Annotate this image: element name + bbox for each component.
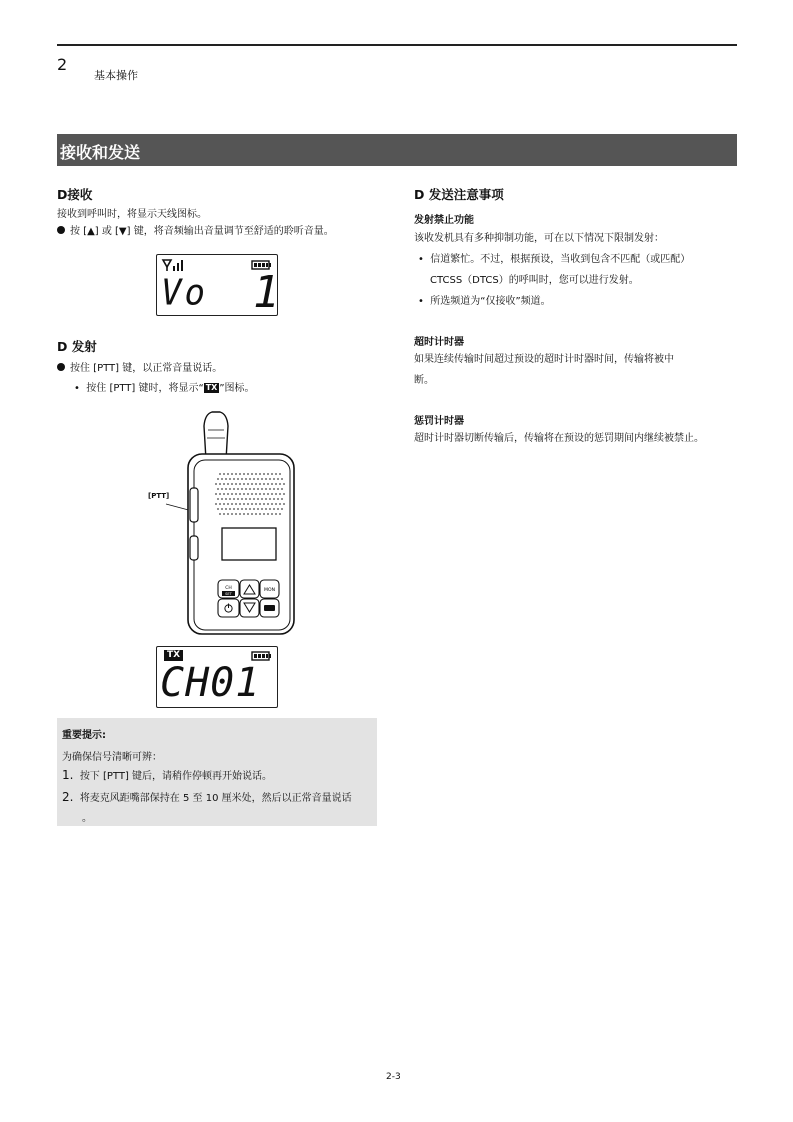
penalty-title: 惩罚计时器 [414,416,464,427]
transmit-bullet [57,362,222,376]
transmit-bullet-text: 按住 [PTT] 键，以正常音量说话。 [70,363,223,374]
svg-text:SET: SET [225,592,232,596]
penalty-text: 超时计时器切断传输后，传输将在预设的惩罚期间内继续被禁止。 [414,433,704,444]
receive-bullet [57,225,334,239]
inhibit-text: 该收发机具有多种抑制功能，可在以下情况下限制发射： [414,233,664,244]
svg-text:MON: MON [263,588,276,593]
transmit-heading: D 发射 [57,339,97,354]
sub-bullet-icon: • [418,296,431,307]
receive-text: 接收到呼叫时，将显示天线图标。 [57,209,207,220]
receive-bullet-text: 按 [▲] 或 [▼] 键，将音频输出音量调节至舒适的聆听音量。 [70,226,334,237]
inhibit-item-2-text: 所选频道为“仅接收”频道。 [430,296,551,307]
inhibit-item-1-line1: 信道繁忙。不过，根据预设，当收到包含不匹配（或匹配） [430,254,691,265]
note-item-2-tail: 。 [82,813,92,824]
inhibit-item-2 [418,295,551,309]
tot-title: 超时计时器 [414,337,464,348]
svg-text:CH: CH [225,586,232,591]
chapter-title: 基本操作 [94,69,138,82]
tot-text-line1: 如果连续传输时间超过预设的超时计时器时间，传输将被中 [414,354,674,365]
transmit-sub-text-b: ”图标。 [219,383,255,394]
inhibit-item-1 [418,253,690,267]
tx-icon: TX [205,383,218,392]
page-number: 2-3 [386,1072,401,1082]
lcd-channel-text: CH01 [160,660,261,706]
inhibit-item-1-line2: CTCSS（DTCS）的呼叫时，您可以进行发射。 [430,275,639,286]
section-title-bar [57,134,737,166]
note-item-1 [62,767,272,782]
important-note-box [57,718,377,826]
section-title: 接收和发送 [60,143,141,162]
ptt-callout-label: [PTT] [148,492,170,500]
tot-text-line2: 断。 [414,375,434,386]
inhibit-title: 发射禁止功能 [414,215,474,226]
sub-bullet-icon: • [74,383,87,394]
note-item-text: 将麦克风距嘴部保持在 5 至 10 厘米处，然后以正常音量说话 [79,793,352,804]
sub-bullet-icon: • [418,254,431,265]
note-title: 重要提示: [62,730,106,741]
transmit-lcd-display [156,646,278,708]
note-intro: 为确保信号清晰可辨： [62,752,162,763]
bullet-dot-icon [57,363,65,371]
receive-lcd-volume-value: 1 [253,267,280,318]
note-item-number: 1. [62,768,74,782]
transmit-sub-text-a: 按住 [PTT] 键时，将显示“ [86,383,204,394]
header-rule [57,44,737,46]
note-item-number: 2. [62,790,74,804]
transmit-sub-bullet [74,382,255,396]
receive-heading: D接收 [57,187,93,202]
bullet-dot-icon [57,226,65,234]
receive-lcd-display [156,254,278,316]
radio-illustration [140,408,310,643]
chapter-number: 2 [57,55,68,74]
receive-lcd-volume-label: Vo [161,272,208,314]
note-item-2 [62,789,352,804]
lcd-tx-icon: TX [164,650,183,661]
note-item-text: 按下 [PTT] 键后，请稍作停顿再开始说话。 [79,771,273,782]
cautions-heading: D 发送注意事项 [414,187,504,202]
